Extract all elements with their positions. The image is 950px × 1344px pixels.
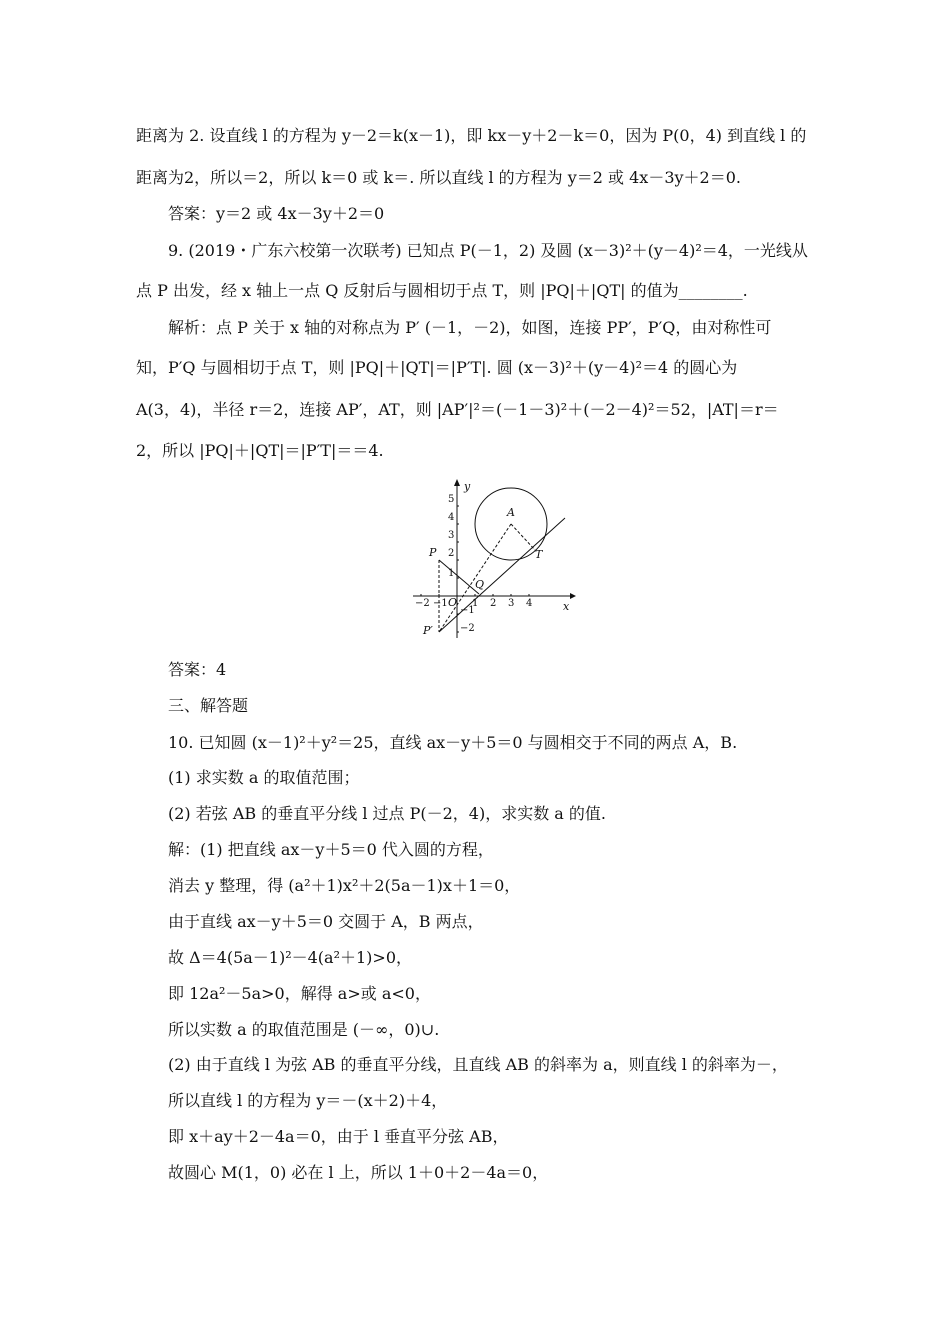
figure-svg bbox=[405, 476, 580, 641]
solution-line: 消去 y 整理，得 (a²＋1)x²＋2(5a－1)x＋1＝0， bbox=[168, 876, 521, 895]
x-tick-label: 3 bbox=[508, 598, 515, 609]
solution-line: 即 12a²－5a>0，解得 a>或 a<0， bbox=[168, 984, 431, 1003]
x-tick-label: −1 bbox=[433, 598, 448, 609]
point-q-label: Q bbox=[475, 578, 485, 591]
section-heading: 三、解答题 bbox=[168, 696, 249, 715]
y-tick-label: −2 bbox=[460, 623, 475, 634]
geometry-figure bbox=[405, 476, 580, 641]
y-tick-label: −1 bbox=[460, 605, 475, 616]
answer-line: 答案：y＝2 或 4x－3y＋2＝0 bbox=[168, 204, 385, 223]
y-axis-label: y bbox=[464, 480, 471, 493]
solution-line: (2) 由于直线 l 为弦 AB 的垂直平分线，且直线 AB 的斜率为 a，则直线 l 的斜率为－， bbox=[168, 1055, 788, 1074]
solution-line: 解析：点 P 关于 x 轴的对称点为 P′ (－1，－2)，如图，连接 PP′，P′Q，由对称性可 bbox=[168, 318, 772, 337]
problem-9-line: 点 P 出发，经 x 轴上一点 Q 反射后与圆相切于点 T，则 |PQ|＋|QT| 的值为________. bbox=[136, 281, 748, 300]
solution-line: 即 x＋ay＋2－4a＝0，由于 l 垂直平分弦 AB， bbox=[168, 1127, 509, 1146]
x-axis-label: x bbox=[563, 600, 570, 613]
text-line: 距离为2，所以＝2，所以 k＝0 或 k＝. 所以直线 l 的方程为 y＝2 或 4x－3y＋2＝0. bbox=[136, 168, 741, 187]
x-tick-label: 2 bbox=[490, 598, 497, 609]
x-tick-label: −2 bbox=[415, 598, 430, 609]
solution-line: A(3，4)，半径 r＝2，连接 AP′，AT，则 |AP′|²＝(－1－3)²＋(－2－4)²＝52，|AT|＝r＝ bbox=[136, 400, 779, 419]
y-tick-label: 4 bbox=[448, 512, 455, 523]
y-tick-label: 2 bbox=[448, 548, 455, 559]
y-tick-label: 3 bbox=[448, 530, 455, 541]
y-tick-label: 5 bbox=[448, 494, 455, 505]
solution-line: 由于直线 ax－y＋5＝0 交圆于 A，B 两点， bbox=[168, 912, 484, 931]
solution-line: 解：(1) 把直线 ax－y＋5＝0 代入圆的方程， bbox=[168, 840, 494, 859]
point-p-label: P bbox=[429, 546, 437, 559]
solution-line: 2，所以 |PQ|＋|QT|＝|P′T|＝＝4. bbox=[136, 441, 384, 460]
x-axis-arrow bbox=[570, 593, 576, 599]
problem-9-line: 9. (2019・广东六校第一次联考) 已知点 P(－1，2) 及圆 (x－3)²＋(y－4)²＝4，一光线从 bbox=[168, 241, 808, 260]
x-tick-label: 1 bbox=[472, 598, 479, 609]
y-tick-label: 1 bbox=[448, 568, 455, 579]
point-p-prime-label: P′ bbox=[423, 624, 433, 637]
answer-line: 答案：4 bbox=[168, 660, 227, 679]
text-line: 距离为 2. 设直线 l 的方程为 y－2＝k(x－1)，即 kx－y＋2－k＝0，因为 P(0，4) 到直线 l 的 bbox=[136, 126, 807, 145]
segment-at bbox=[511, 524, 535, 550]
origin-label: O bbox=[448, 596, 458, 609]
problem-10-line: (1) 求实数 a 的取值范围； bbox=[168, 768, 360, 787]
solution-line: 所以实数 a 的取值范围是 (－∞，0)∪. bbox=[168, 1020, 440, 1039]
segment-pq bbox=[439, 560, 479, 594]
x-tick-label: 4 bbox=[526, 598, 533, 609]
point-t-label: T bbox=[535, 548, 543, 561]
tangent-line bbox=[439, 518, 565, 632]
solution-line: 故圆心 M(1，0) 必在 l 上，所以 1＋0＋2－4a＝0， bbox=[168, 1163, 549, 1182]
solution-line: 所以直线 l 的方程为 y＝－(x＋2)＋4， bbox=[168, 1091, 448, 1110]
y-axis-arrow bbox=[454, 479, 460, 486]
point-a-label: A bbox=[507, 506, 515, 519]
solution-line: 故 Δ＝4(5a－1)²－4(a²＋1)>0， bbox=[168, 948, 413, 967]
solution-line: 知，P′Q 与圆相切于点 T，则 |PQ|＋|QT|＝|P′T|. 圆 (x－3)²＋(y－4)²＝4 的圆心为 bbox=[136, 358, 738, 377]
problem-10-line: (2) 若弦 AB 的垂直平分线 l 过点 P(－2，4)，求实数 a 的值. bbox=[168, 804, 607, 823]
problem-10-line: 10. 已知圆 (x－1)²＋y²＝25，直线 ax－y＋5＝0 与圆相交于不同的两点 A，B. bbox=[168, 733, 738, 752]
